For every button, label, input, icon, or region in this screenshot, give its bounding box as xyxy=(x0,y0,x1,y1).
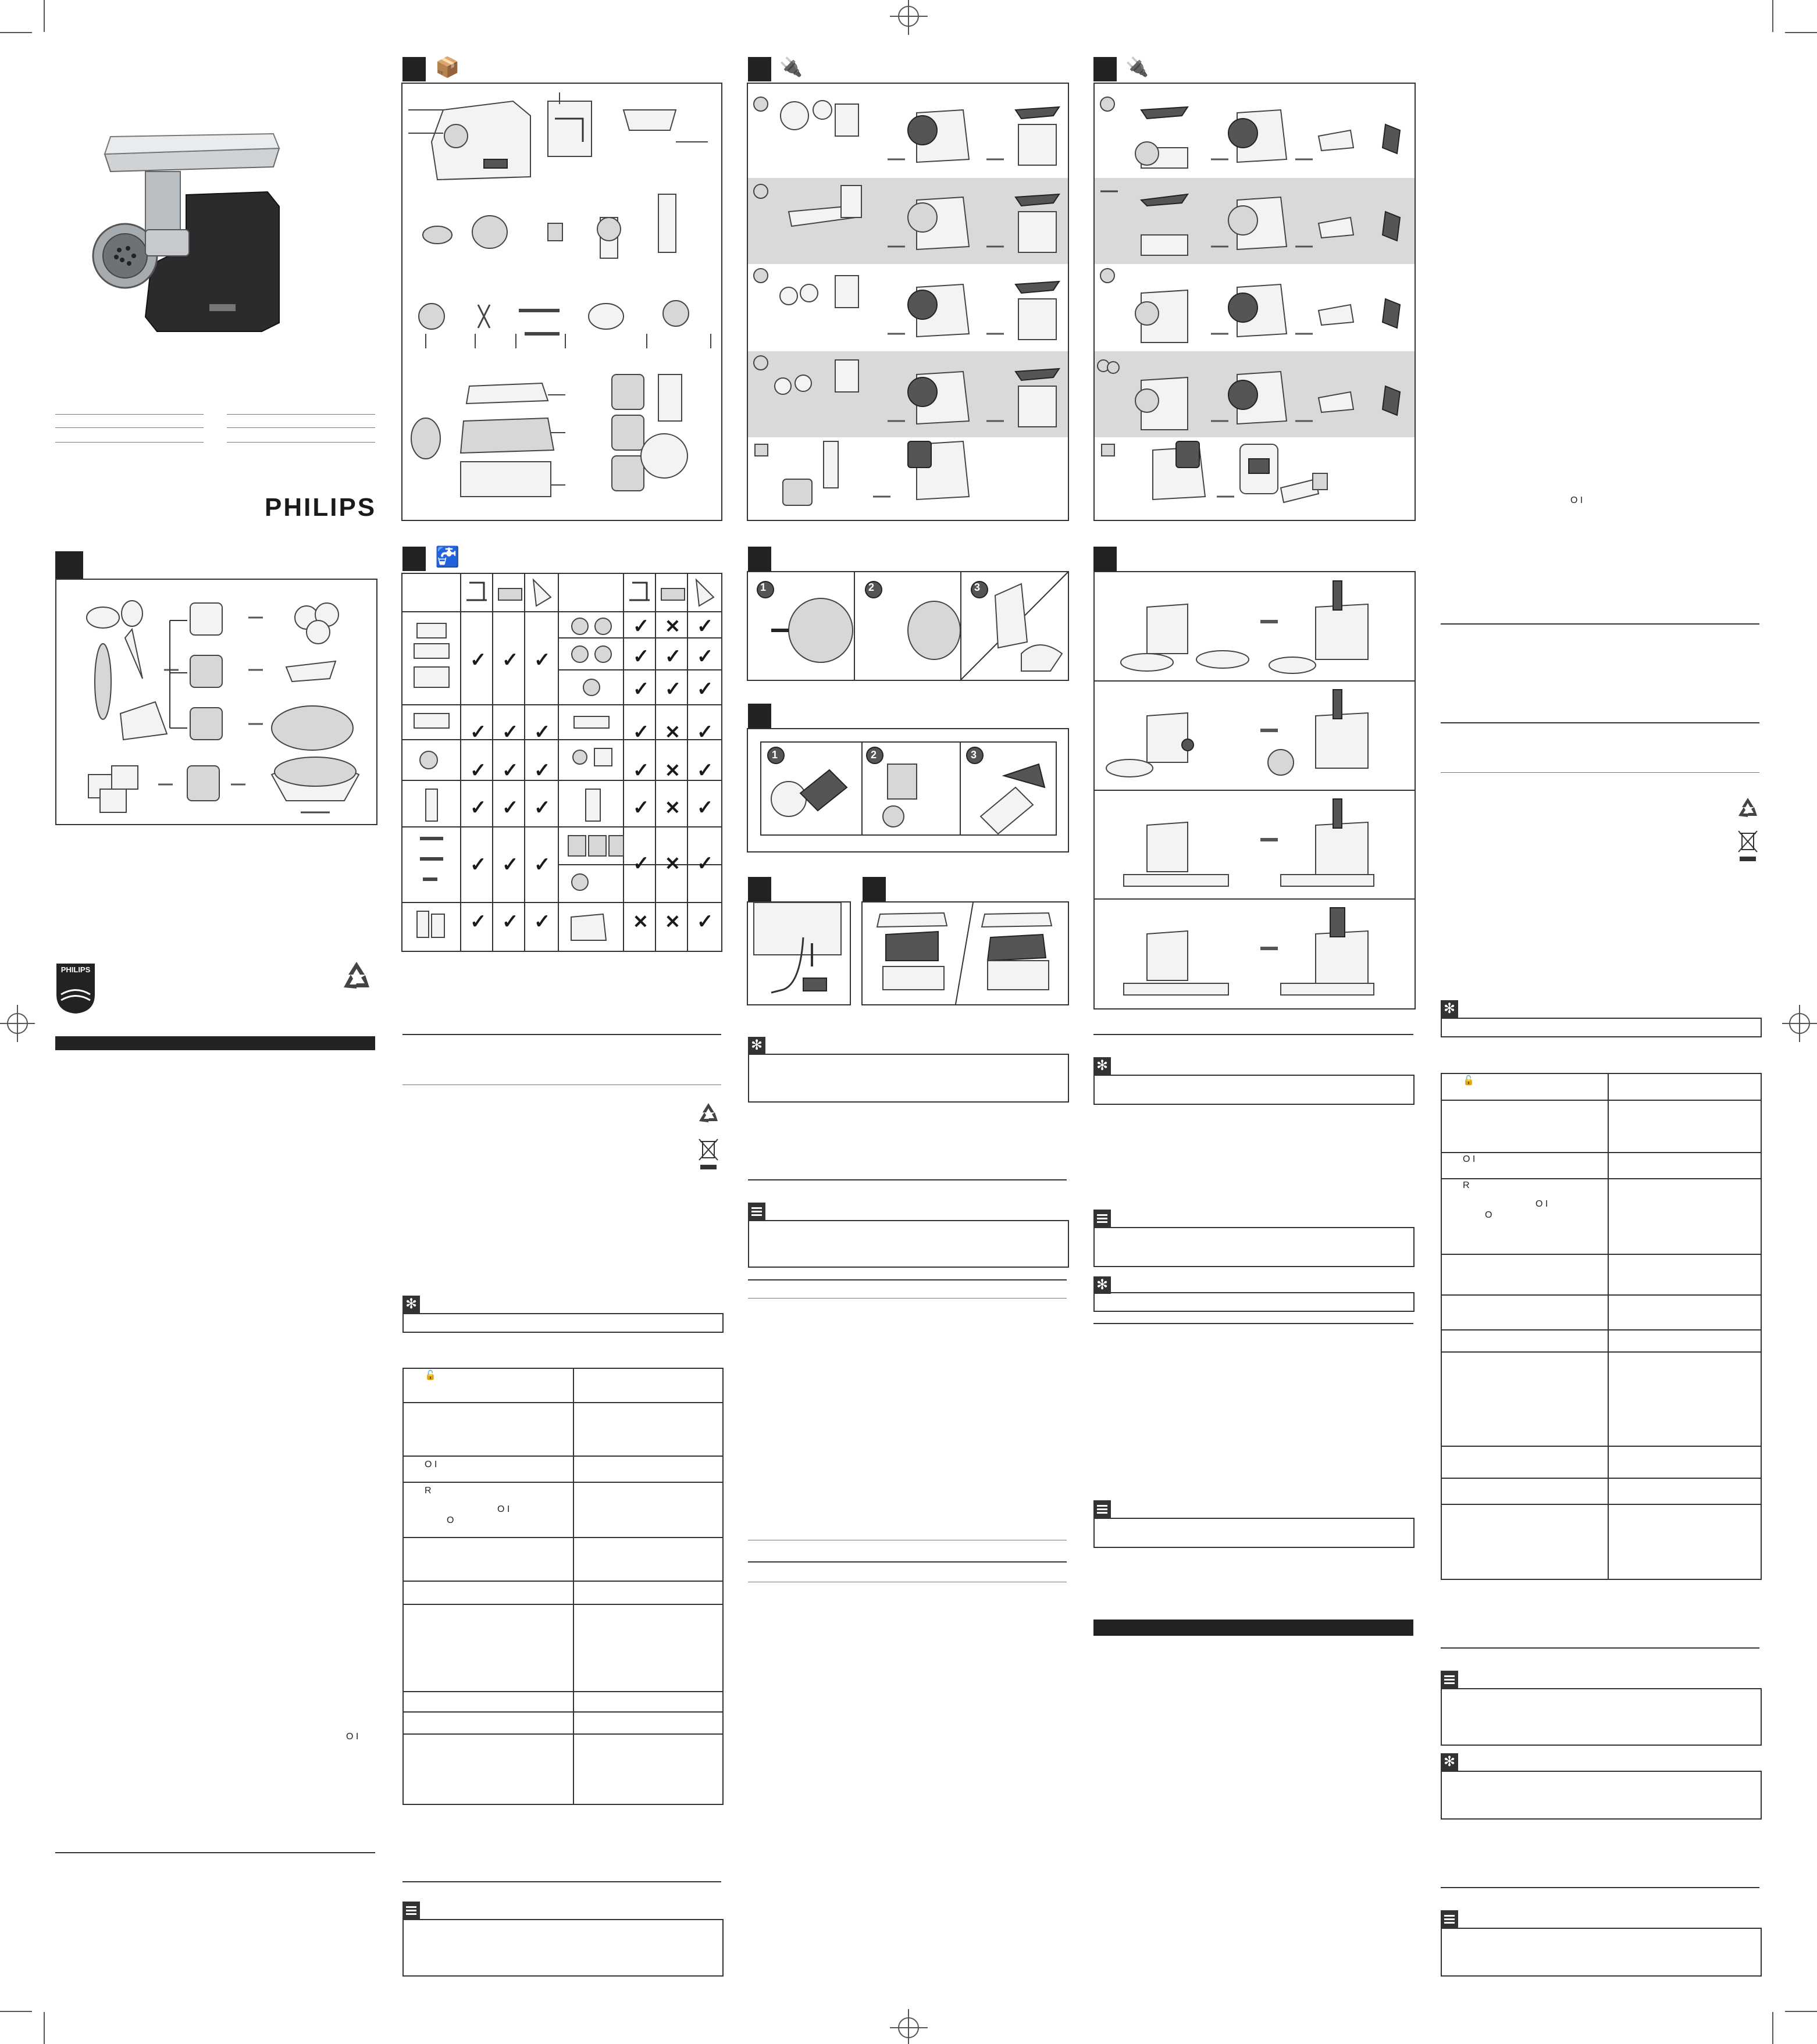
crop-mark xyxy=(1772,2012,1773,2044)
note-icon xyxy=(1093,1500,1111,1518)
cross-mark: ✕ xyxy=(665,797,681,818)
troubleshooting-table xyxy=(1441,1073,1762,1580)
figure-disassembly-steps xyxy=(1093,83,1416,521)
figure-badge xyxy=(863,877,886,901)
cross-mark: ✕ xyxy=(665,722,681,743)
tip-box xyxy=(1441,1018,1762,1037)
check-mark: ✓ xyxy=(633,721,650,743)
check-mark: ✓ xyxy=(534,759,551,782)
asterisk-icon: ✻ xyxy=(402,1296,420,1313)
check-mark: ✓ xyxy=(697,678,714,700)
check-mark: ✓ xyxy=(534,797,551,819)
figure-storage-box xyxy=(861,901,1069,1005)
reverse-symbol: R xyxy=(1463,1180,1470,1190)
check-mark: ✓ xyxy=(470,797,487,819)
figure-badge xyxy=(402,547,426,571)
divider xyxy=(55,442,204,443)
figure-cutting-overview xyxy=(55,579,377,825)
crossed-bin-icon xyxy=(698,1137,719,1172)
divider xyxy=(55,414,204,415)
tip-box xyxy=(1093,1075,1415,1105)
divider xyxy=(55,427,204,428)
check-mark: ✓ xyxy=(633,678,650,700)
tip-box xyxy=(402,1313,724,1333)
check-mark: ✓ xyxy=(502,911,519,933)
switch-symbol: O I xyxy=(1463,1154,1476,1164)
recycle-icon xyxy=(339,959,374,991)
check-mark: ✓ xyxy=(697,615,714,637)
tip-box xyxy=(1441,1771,1762,1820)
section-rule xyxy=(1441,623,1759,625)
figure-assembly-steps xyxy=(747,83,1069,521)
check-mark: ✓ xyxy=(470,854,487,876)
check-mark: ✓ xyxy=(502,649,519,671)
crop-mark xyxy=(44,0,45,32)
section-rule xyxy=(1093,1323,1413,1324)
step-number: 3 xyxy=(971,749,977,761)
section-rule xyxy=(1441,722,1759,723)
step-number: 3 xyxy=(974,582,981,593)
check-mark: ✓ xyxy=(534,911,551,933)
check-mark: ✓ xyxy=(633,852,650,875)
figure-badge xyxy=(402,57,426,81)
divider xyxy=(227,442,375,443)
note-box xyxy=(1093,1518,1415,1548)
figure-parts-overview xyxy=(401,83,722,521)
off-symbol: O xyxy=(447,1515,454,1525)
figure-badge xyxy=(748,57,771,81)
note-box xyxy=(1441,1928,1762,1977)
recycle-icon xyxy=(1736,797,1759,820)
section-rule xyxy=(402,1881,721,1882)
troubleshooting-table xyxy=(402,1368,724,1805)
registration-mark xyxy=(1782,994,1817,1053)
section-title-bar xyxy=(1093,1619,1413,1636)
cross-mark: ✕ xyxy=(633,911,649,932)
section-rule xyxy=(1093,1034,1413,1035)
check-mark: ✓ xyxy=(697,852,714,875)
switch-symbol: O I xyxy=(346,1732,359,1742)
product-photo xyxy=(87,113,308,346)
check-mark: ✓ xyxy=(633,797,650,819)
switch-symbol: O I xyxy=(1570,495,1583,505)
note-icon xyxy=(402,1902,420,1919)
cross-mark: ✕ xyxy=(665,760,681,781)
switch-symbol: O I xyxy=(425,1460,437,1469)
figure-usage-steps xyxy=(1093,571,1416,1009)
section-rule xyxy=(402,1034,721,1035)
check-mark: ✓ xyxy=(470,721,487,743)
note-box xyxy=(1093,1227,1415,1267)
section-rule xyxy=(1441,1647,1759,1649)
section-rule xyxy=(748,1179,1067,1180)
brand-wordmark: PHILIPS xyxy=(265,493,377,522)
check-mark: ✓ xyxy=(633,759,650,782)
crop-mark xyxy=(1785,2011,1817,2012)
figure-badge xyxy=(55,551,83,579)
plug-icon: 🔌 xyxy=(779,56,803,77)
asterisk-icon: ✻ xyxy=(1093,1276,1111,1294)
check-mark: ✓ xyxy=(665,645,682,668)
note-box xyxy=(748,1220,1069,1268)
figure-badge xyxy=(748,877,771,901)
asterisk-icon: ✻ xyxy=(1093,1057,1111,1075)
crop-mark xyxy=(0,32,32,33)
figure-badge xyxy=(748,547,771,571)
check-mark: ✓ xyxy=(697,645,714,668)
note-box xyxy=(402,1919,724,1977)
cross-mark: ✕ xyxy=(665,853,681,874)
check-mark: ✓ xyxy=(697,721,714,743)
check-mark: ✓ xyxy=(697,797,714,819)
note-box xyxy=(1441,1688,1762,1746)
tap-icon: 🚰 xyxy=(435,546,460,568)
switch-symbol: O I xyxy=(1535,1199,1548,1209)
step-number: 1 xyxy=(772,749,778,761)
cross-mark: ✕ xyxy=(665,616,681,637)
lock-symbol: 🔓 xyxy=(425,1371,436,1380)
check-mark: ✓ xyxy=(534,854,551,876)
asterisk-icon: ✻ xyxy=(1441,1753,1458,1771)
note-icon xyxy=(748,1203,765,1220)
box-icon: 📦 xyxy=(435,56,460,79)
shield-text: PHILIPS xyxy=(60,965,91,974)
lock-symbol: 🔓 xyxy=(1463,1076,1474,1086)
recycle-icon xyxy=(697,1102,720,1125)
figure-badge xyxy=(1093,57,1117,81)
check-mark: ✓ xyxy=(470,911,487,933)
crop-mark xyxy=(1785,32,1817,33)
check-mark: ✓ xyxy=(633,645,650,668)
registration-mark xyxy=(0,994,35,1053)
figure-badge xyxy=(1093,547,1117,571)
note-icon xyxy=(1093,1210,1111,1227)
tip-box xyxy=(748,1054,1069,1103)
section-title-bar xyxy=(55,1036,375,1050)
crossed-bin-icon xyxy=(1737,829,1758,864)
asterisk-icon: ✻ xyxy=(748,1037,765,1054)
figure-cord-plug xyxy=(747,901,851,1005)
check-mark: ✓ xyxy=(470,649,487,671)
off-symbol: O xyxy=(1485,1210,1492,1220)
check-mark: ✓ xyxy=(697,759,714,782)
figure-screw-assembly xyxy=(747,728,1069,852)
plug-icon: 🔌 xyxy=(1125,56,1149,77)
note-icon xyxy=(1441,1671,1458,1688)
asterisk-icon: ✻ xyxy=(1441,1000,1458,1018)
check-mark: ✓ xyxy=(534,721,551,743)
divider xyxy=(227,414,375,415)
cross-mark: ✕ xyxy=(665,911,681,932)
check-mark: ✓ xyxy=(502,759,519,782)
check-mark: ✓ xyxy=(534,649,551,671)
section-rule xyxy=(1441,1887,1759,1888)
section-rule xyxy=(55,1852,375,1853)
step-number: 2 xyxy=(868,582,875,593)
figure-badge xyxy=(748,704,771,728)
check-mark: ✓ xyxy=(470,759,487,782)
registration-mark xyxy=(878,2009,939,2044)
reverse-symbol: R xyxy=(425,1486,432,1496)
check-mark: ✓ xyxy=(665,678,682,700)
check-mark: ✓ xyxy=(633,615,650,637)
registration-mark xyxy=(878,0,939,35)
tip-box xyxy=(1093,1292,1415,1312)
section-rule xyxy=(748,1279,1067,1280)
figure-cutting-disc xyxy=(747,571,1069,681)
step-number: 1 xyxy=(760,582,767,593)
divider xyxy=(1441,772,1759,773)
divider xyxy=(748,1298,1067,1299)
section-rule xyxy=(748,1561,1067,1563)
crop-mark xyxy=(44,2012,45,2044)
check-mark: ✓ xyxy=(502,854,519,876)
note-icon xyxy=(1441,1910,1458,1928)
check-mark: ✓ xyxy=(697,911,714,933)
check-mark: ✓ xyxy=(502,797,519,819)
check-mark: ✓ xyxy=(502,721,519,743)
switch-symbol: O I xyxy=(497,1504,510,1514)
crop-mark xyxy=(1772,0,1773,32)
step-number: 2 xyxy=(871,749,877,761)
crop-mark xyxy=(0,2011,32,2012)
divider xyxy=(227,427,375,428)
